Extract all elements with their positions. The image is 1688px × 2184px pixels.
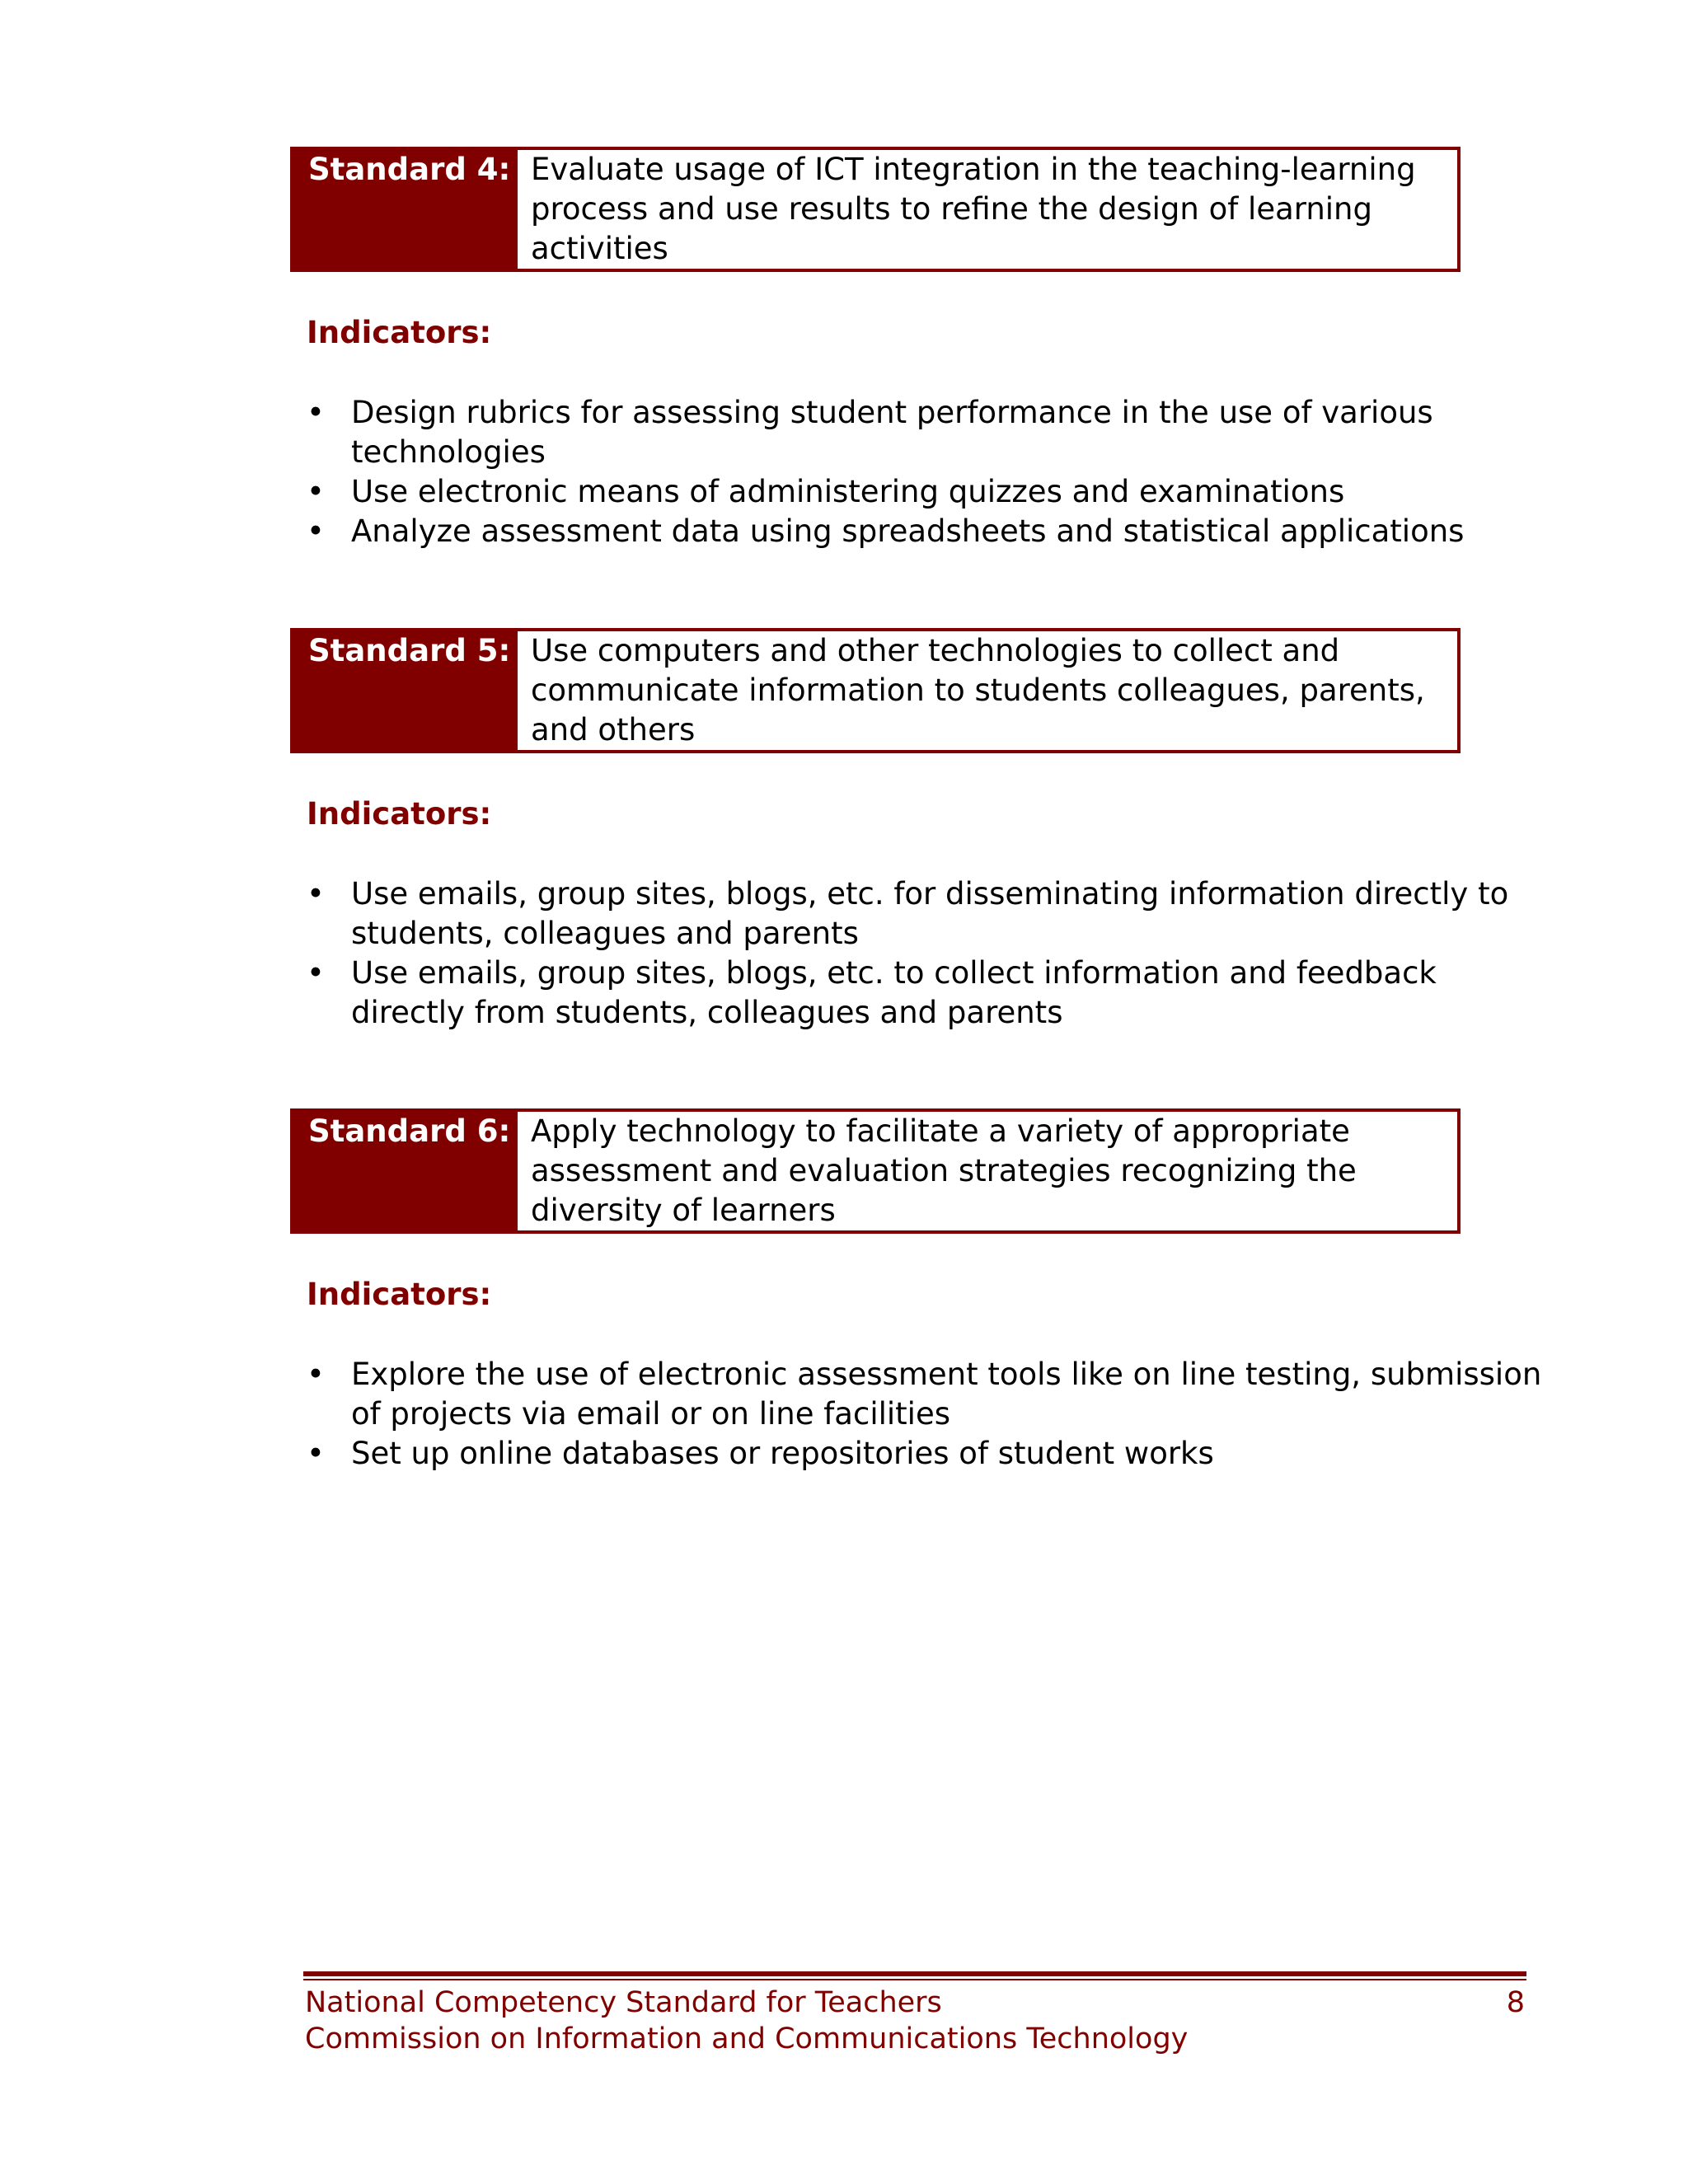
standard-label: Standard 4: [293, 150, 518, 269]
standard-4-box [290, 147, 1461, 272]
indicator-list [307, 874, 1543, 1033]
bullet-icon: • [307, 1357, 325, 1392]
footer-rule [303, 1971, 1526, 1976]
list-item [307, 1355, 1543, 1434]
indicators-heading: Indicators: [307, 315, 492, 350]
indicator-list [307, 393, 1543, 551]
indicator-list [307, 1355, 1543, 1474]
footer-organization: Commission on Information and Communications Technology [305, 2022, 1189, 2055]
page-number: 8 [1506, 1986, 1525, 2019]
standard-label: Standard 6: [293, 1112, 518, 1230]
indicator-text: Set up online databases or repositories of student works [351, 1436, 1214, 1471]
list-item [307, 472, 1543, 512]
list-item [307, 393, 1543, 472]
indicator-text: Analyze assessment data using spreadsheets and statistical applications [351, 513, 1465, 549]
indicators-heading: Indicators: [307, 796, 492, 832]
bullet-icon: • [307, 513, 325, 549]
list-item [307, 1434, 1543, 1474]
standard-6-box [290, 1108, 1461, 1234]
bullet-icon: • [307, 876, 325, 912]
indicators-heading: Indicators: [307, 1277, 492, 1312]
standard-description: Evaluate usage of ICT integration in the teaching-learning process and use results to refine the design of learning activities [531, 152, 1416, 266]
indicator-text: Use electronic means of administering quizzes and examinations [351, 474, 1345, 509]
list-item [307, 874, 1543, 954]
footer-title: National Competency Standard for Teachers [305, 1986, 942, 2019]
indicator-text: Explore the use of electronic assessment tools like on line testing, submission of projects via email or on line facilities [351, 1357, 1542, 1432]
bullet-icon: • [307, 955, 325, 991]
standard-description: Use computers and other technologies to collect and communicate information to students colleagues, parents, and others [531, 633, 1425, 748]
standard-label: Standard 5: [293, 631, 518, 750]
indicator-text: Design rubrics for assessing student performance in the use of various technologies [351, 395, 1433, 470]
bullet-icon: • [307, 1436, 325, 1471]
list-item [307, 954, 1543, 1033]
indicator-text: Use emails, group sites, blogs, etc. for disseminating information directly to students, colleagues and parents [351, 876, 1509, 951]
bullet-icon: • [307, 474, 325, 509]
footer-rule-thin [303, 1979, 1526, 1980]
list-item [307, 512, 1543, 551]
indicator-text: Use emails, group sites, blogs, etc. to collect information and feedback directly from students, colleagues and parents [351, 955, 1437, 1030]
bullet-icon: • [307, 395, 325, 430]
standard-description: Apply technology to facilitate a variety of appropriate assessment and evaluation strategies recognizing the diversity of learners [531, 1113, 1357, 1228]
standard-5-box [290, 628, 1461, 753]
